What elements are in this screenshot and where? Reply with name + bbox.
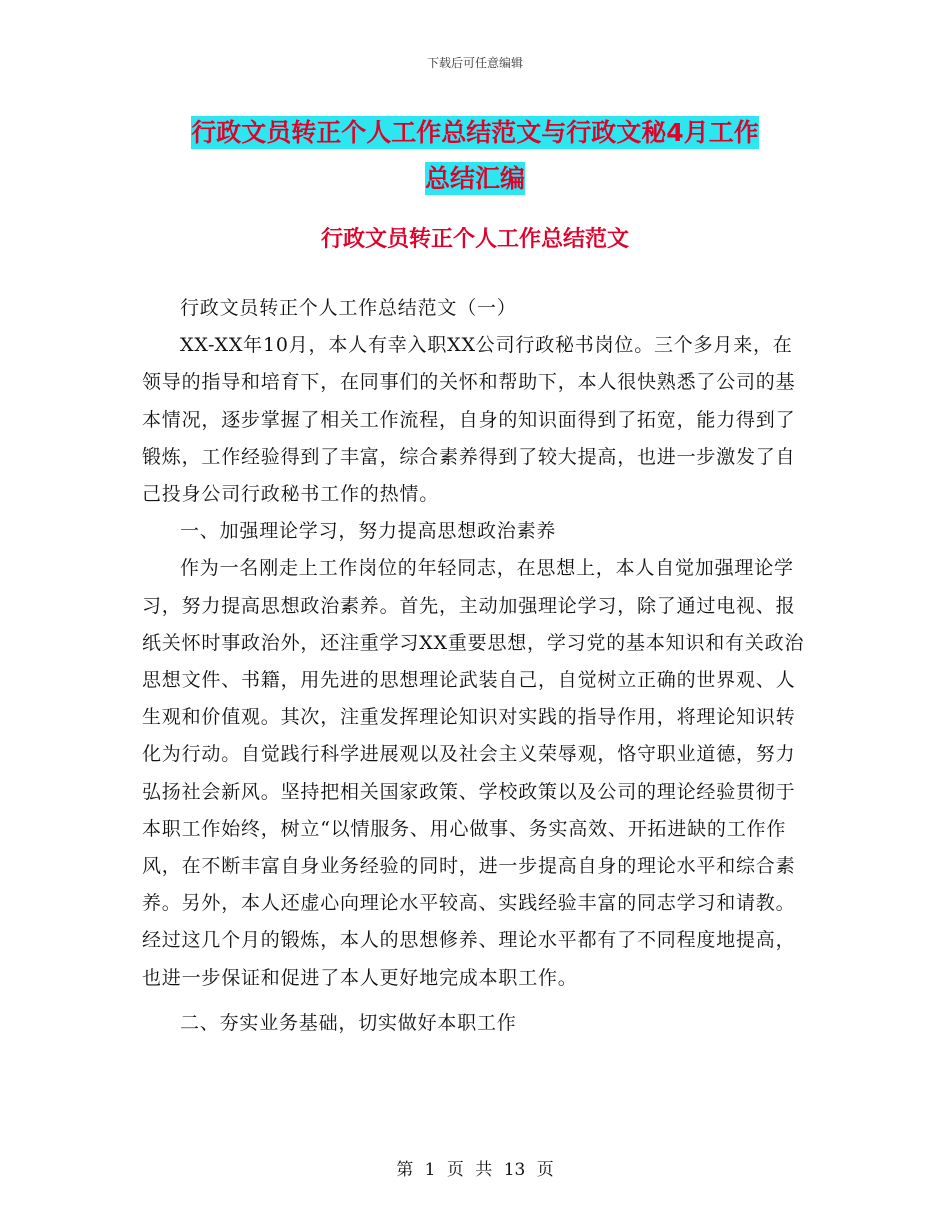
document-title-line-2: 总结汇编: [424, 164, 525, 193]
paragraph-heading-one: 一、加强理论学习，努力提高思想政治素养: [180, 520, 557, 543]
paragraph-heading-two: 二、夯实业务基础，切实做好本职工作: [180, 1011, 517, 1034]
document-title: [0, 110, 950, 202]
page-footer: 第 1 页 共 13 页: [396, 1160, 554, 1180]
document-body: [142, 290, 810, 1042]
header-note: 下载后可任意编辑: [426, 56, 523, 70]
document-title-line-1: 行政文员转正个人工作总结范文与行政文秘4月工作: [191, 118, 759, 147]
paragraph-subheading: 行政文员转正个人工作总结范文（一）: [180, 297, 517, 319]
section-title: 行政文员转正个人工作总结范文: [320, 227, 629, 252]
paragraph-intro: XX-XX年10月，本人有幸入职XX公司行政秘书岗位。三个多月来，在领导的指导和培育下，在同事们的关怀和帮助下，本人很快熟悉了公司的基本情况，逐步掌握了相关工作流程，自身的知识面得到了拓宽，能力得到了锻炼，工作经验得到了丰富，综合素养得到了较大提高，也进一步激发了自己投身公司行政秘书工作的热情。: [142, 334, 796, 506]
paragraph-body: 作为一名刚走上工作岗位的年轻同志，在思想上，本人自觉加强理论学习，努力提高思想政治素养。首先，主动加强理论学习，除了通过电视、报纸关怀时事政治外，还注重学习XX重要思想，学习党的基本知识和有关政治思想文件、书籍，用先进的思想理论武装自己，自觉树立正确的世界观、人生观和价值观。其次，注重发挥理论知识对实践的指导作用，将理论知识转化为行动。自觉践行科学进展观以及社会主义荣辱观，恪守职业道德，努力弘扬社会新风。坚持把相关国家政策、学校政策以及公司的理论经验贯彻于本职工作始终，树立“以情服务、用心做事、务实高效、开拓进缺的工作作风，在不断丰富自身业务经验的同时，进一步提高自身的理论水平和综合素养。另外，本人还虚心向理论水平较高、实践经验丰富的同志学习和请教。经过这几个月的锻炼，本人的思想修养、理论水平都有了不同程度地提高，也进一步保证和促进了本人更好地完成本职工作。: [142, 557, 805, 989]
